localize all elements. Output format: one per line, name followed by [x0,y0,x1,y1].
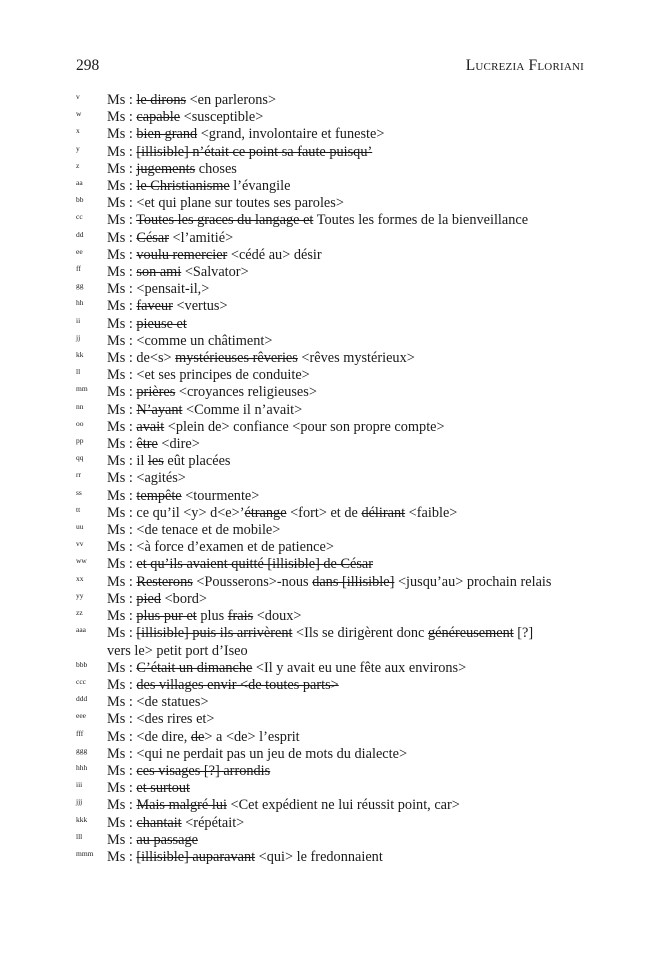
text-segment: Ms : [107,762,137,779]
note-marker: oo [76,418,84,428]
note-text [107,625,533,641]
note-text [107,815,244,831]
note-marker: bb [76,195,84,205]
variant-note [76,729,588,746]
variant-note [76,333,588,350]
text-segment: <l’amitié> [168,229,234,246]
text-segment: Ms : [107,212,137,229]
text-segment: Ms : [107,780,137,797]
deleted-text: C’était un dimanche [136,659,253,676]
note-marker: rr [76,470,81,480]
text-segment: <plein de> confiance <pour son propre compte> [164,418,445,435]
note-text [107,539,334,555]
note-marker: eee [76,711,86,721]
deleted-text: avait [136,418,165,435]
deleted-text: et qu’ils avaient quitté [illisible] de César [136,556,374,573]
text-segment: Ms : [107,109,137,126]
text-segment: Ms : [107,246,137,263]
deleted-text: mystérieuses rêveries [175,350,298,367]
note-marker: dd [76,229,84,239]
variant-note [76,350,588,367]
text-segment: <Il y avait eu une fête aux environs> [252,659,467,676]
variant-note [76,126,588,143]
note-marker: ddd [76,694,88,704]
page-number: 298 [76,57,100,74]
text-segment: Ms : [107,831,137,848]
text-segment: Ms : [107,298,137,315]
text-segment: <dire> [157,436,200,453]
variant-note [76,316,588,333]
text-segment: Ms : [107,178,137,195]
variant-note [76,625,588,659]
text-segment: <susceptible> [180,109,264,126]
note-text [107,574,551,590]
text-segment: Ms : [107,556,137,573]
text-segment: Ms : [107,487,137,504]
variant-note [76,660,588,677]
variant-note [76,849,588,866]
running-head [76,56,584,76]
note-text [107,298,228,314]
text-segment: Ms : <agités> [107,470,186,487]
deleted-text: le dirons [136,92,187,108]
variant-note [76,402,588,419]
deleted-text: César [136,229,169,246]
text-segment: Ms : [107,814,137,831]
note-marker: lll [76,831,83,841]
text-segment: Toutes les formes de la bienveillance [313,212,529,229]
note-marker: ss [76,487,82,497]
text-segment: <tourmente> [181,487,260,504]
note-text [107,333,272,349]
variant-note [76,815,588,832]
deleted-text: tempête [136,487,182,504]
note-text [107,453,231,469]
variant-note [76,488,588,505]
variant-note [76,505,588,522]
text-segment: Ms : <et ses principes de conduite> [107,367,310,384]
variant-note [76,522,588,539]
note-text [107,161,237,177]
note-text [107,367,310,383]
variant-note [76,746,588,763]
text-segment: <jusqu’au> prochain relais [394,573,552,590]
note-marker: kkk [76,814,88,824]
text-segment: Ms : [107,625,137,642]
note-text [107,144,372,160]
note-marker: ee [76,246,83,256]
deleted-text: généreusement [427,625,514,642]
note-marker: y [76,143,80,153]
note-marker: nn [76,401,84,411]
text-segment: Ms : [107,797,137,814]
note-marker: pp [76,436,84,446]
note-marker: hh [76,298,84,308]
note-text [107,591,207,607]
text-segment: Ms : [107,848,137,865]
text-segment: Ms : <comme un châtiment> [107,332,273,349]
text-segment: Ms : ce qu’il <y> d<e>’ [107,504,245,521]
note-marker: hhh [76,762,88,772]
note-text [107,281,209,297]
text-segment: Ms : <qui ne perdait pas un jeu de mots du dialecte> [107,745,408,762]
text-segment: Ms : <à force d’examen et de patience> [107,539,334,556]
text-segment: Ms : [107,92,137,108]
note-marker: jj [76,332,81,342]
note-marker: mmm [76,848,94,858]
text-segment: Ms : [107,384,137,401]
text-segment: <grand, involontaire et funeste> [197,126,385,143]
text-segment: Ms : [107,418,137,435]
deleted-text: son ami [136,264,182,281]
variant-note [76,797,588,814]
text-segment: Ms : [107,676,137,693]
deleted-text: N’ayant [136,401,183,418]
deleted-text: [illisible] auparavant [136,848,256,865]
note-text [107,694,209,710]
deleted-text: dans [illisible] [312,573,395,590]
variant-note [76,539,588,556]
text-segment: Ms : [107,229,137,246]
text-segment: Ms : <et qui plane sur toutes ses paroles> [107,195,344,212]
text-segment: Ms : [107,659,137,676]
text-segment: l’évangile [229,178,291,195]
text-segment: [?] [513,625,534,642]
deleted-text: et surtout [136,780,191,797]
variant-note [76,178,588,195]
variant-note [76,453,588,470]
deleted-text: chantait [136,814,182,831]
variant-note [76,367,588,384]
note-text [107,350,415,366]
variant-note [76,384,588,401]
text-segment: <bord> [161,590,207,607]
note-marker: kk [76,350,84,360]
text-segment: Ms : [107,573,137,590]
deleted-text: jugements [136,160,196,177]
note-text [107,402,302,418]
text-segment: Ms : [107,608,137,625]
note-text [107,488,259,504]
variant-note [76,230,588,247]
note-text [107,470,186,486]
text-segment: <Pousserons>-nous [192,573,313,590]
note-marker: ii [76,315,81,325]
note-text [107,556,373,572]
note-marker: uu [76,522,84,532]
text-segment: <croyances religieuses> [175,384,317,401]
note-text [107,608,301,624]
deleted-text: pieuse et [136,315,187,332]
variant-note [76,591,588,608]
text-segment: > a <de> l’esprit [204,728,300,745]
text-segment: <faible> [405,504,458,521]
deleted-text: les [147,453,164,470]
note-text [107,230,233,246]
note-text [107,660,466,676]
variant-note [76,247,588,264]
note-text [107,384,317,400]
variant-note [76,556,588,573]
variant-note [76,780,588,797]
note-marker: ww [76,556,87,566]
note-continuation: vers le> petit port d’Iseo [107,642,248,659]
variant-note [76,711,588,728]
note-text [107,436,200,452]
text-segment: <doux> [253,608,302,625]
deleted-text: le Christianisme [136,178,230,195]
text-segment: Ms : il [107,453,148,470]
deleted-text: pied [136,590,162,607]
variant-note [76,195,588,212]
text-segment: Ms : <pensait-il,> [107,281,210,298]
note-text [107,832,198,848]
variant-notes-list [76,92,588,866]
note-marker: bbb [76,659,88,669]
note-marker: jjj [76,797,83,807]
text-segment: Ms : de<s> [107,350,176,367]
text-segment: eût placées [163,453,231,470]
text-segment: Ms : [107,143,137,160]
variant-note [76,281,588,298]
note-text [107,780,190,796]
note-text [107,264,249,280]
note-marker: vv [76,539,84,549]
deleted-text: capable [136,109,181,126]
note-text [107,711,214,727]
note-marker: gg [76,281,84,291]
note-text [107,677,339,693]
note-marker: qq [76,453,84,463]
deleted-text: Toutes les graces du langage et [136,212,314,229]
note-marker: xx [76,573,84,583]
variant-note [76,92,588,109]
variant-note [76,212,588,229]
note-marker: ff [76,264,81,274]
text-segment: Ms : [107,315,137,332]
text-segment: <rêves mystérieux> [297,350,415,367]
text-segment: plus [196,608,228,625]
note-text [107,212,528,228]
note-marker: x [76,126,80,136]
note-marker: ll [76,367,81,377]
note-text [107,126,384,142]
deleted-text: [illisible] n’était ce point sa faute puisqu’ [136,143,373,160]
deleted-text: voulu remercier [136,246,228,263]
variant-note [76,694,588,711]
deleted-text: des villages envir <de toutes parts> [136,676,339,693]
text-segment: Ms : <de tenace et de mobile> [107,522,281,539]
note-marker: zz [76,608,83,618]
note-marker: w [76,109,82,119]
note-text [107,178,290,194]
note-text [107,109,263,125]
note-text [107,316,187,332]
text-segment: <Salvator> [181,264,249,281]
note-marker: iii [76,780,83,790]
note-text [107,92,276,108]
variant-note [76,144,588,161]
text-segment: <cédé au> désir [227,246,322,263]
deleted-text: de [190,728,205,745]
note-text [107,729,300,745]
note-marker: tt [76,504,81,514]
deleted-text: au passage [136,831,198,848]
variant-note [76,574,588,591]
variant-note [76,419,588,436]
deleted-text: bien grand [136,126,198,143]
variant-note [76,608,588,625]
note-marker: v [76,92,80,101]
deleted-text: être [136,436,158,453]
note-marker: aa [76,178,83,188]
deleted-text: Resterons [136,573,193,590]
note-text [107,195,344,211]
text-segment: choses [195,160,237,177]
text-segment: <Ils se dirigèrent donc [292,625,428,642]
deleted-text: ces visages [?] arrondis [136,762,271,779]
text-segment: <vertus> [172,298,228,315]
text-segment: Ms : <de dire, [107,728,191,745]
text-segment: <fort> et de [286,504,362,521]
variant-note [76,298,588,315]
text-segment: Ms : [107,401,137,418]
variant-note [76,161,588,178]
deleted-text: prières [136,384,176,401]
note-marker: ggg [76,745,88,755]
text-segment: <en parlerons> [186,92,277,108]
deleted-text: [illisible] puis ils arrivèrent [136,625,293,642]
variant-note [76,109,588,126]
note-text [107,247,322,263]
note-marker: cc [76,212,83,222]
note-marker: z [76,160,80,170]
deleted-text: Mais malgré lui [136,797,227,814]
text-segment: <Cet expédient ne lui réussit point, car> [226,797,460,814]
variant-note [76,436,588,453]
variant-note [76,264,588,281]
deleted-text: délirant [361,504,406,521]
variant-note [76,763,588,780]
note-marker: ccc [76,676,86,686]
note-text [107,797,460,813]
note-text [107,522,280,538]
deleted-text: frais [227,608,254,625]
text-segment: Ms : <de statues> [107,694,209,711]
note-marker: aaa [76,625,86,635]
book-title: Lucrezia Floriani [465,57,584,74]
note-text [107,505,457,521]
note-text [107,763,270,779]
note-text [107,746,407,762]
text-segment: <qui> le fredonnaient [255,848,383,865]
note-marker: fff [76,728,84,738]
deleted-text: étrange [244,504,287,521]
variant-note [76,677,588,694]
text-segment: <répétait> [181,814,245,831]
text-segment: Ms : [107,264,137,281]
text-segment: Ms : [107,126,137,143]
variant-note [76,832,588,849]
note-text [107,419,445,435]
note-text [107,849,383,865]
variant-note [76,470,588,487]
text-segment: Ms : [107,436,137,453]
text-segment: Ms : [107,160,137,177]
note-marker: yy [76,590,84,600]
text-segment: Ms : <des rires et> [107,711,215,728]
text-segment: <Comme il n’avait> [182,401,303,418]
text-segment: Ms : [107,590,137,607]
note-marker: mm [76,384,88,394]
deleted-text: faveur [136,298,173,315]
deleted-text: plus pur et [136,608,197,625]
